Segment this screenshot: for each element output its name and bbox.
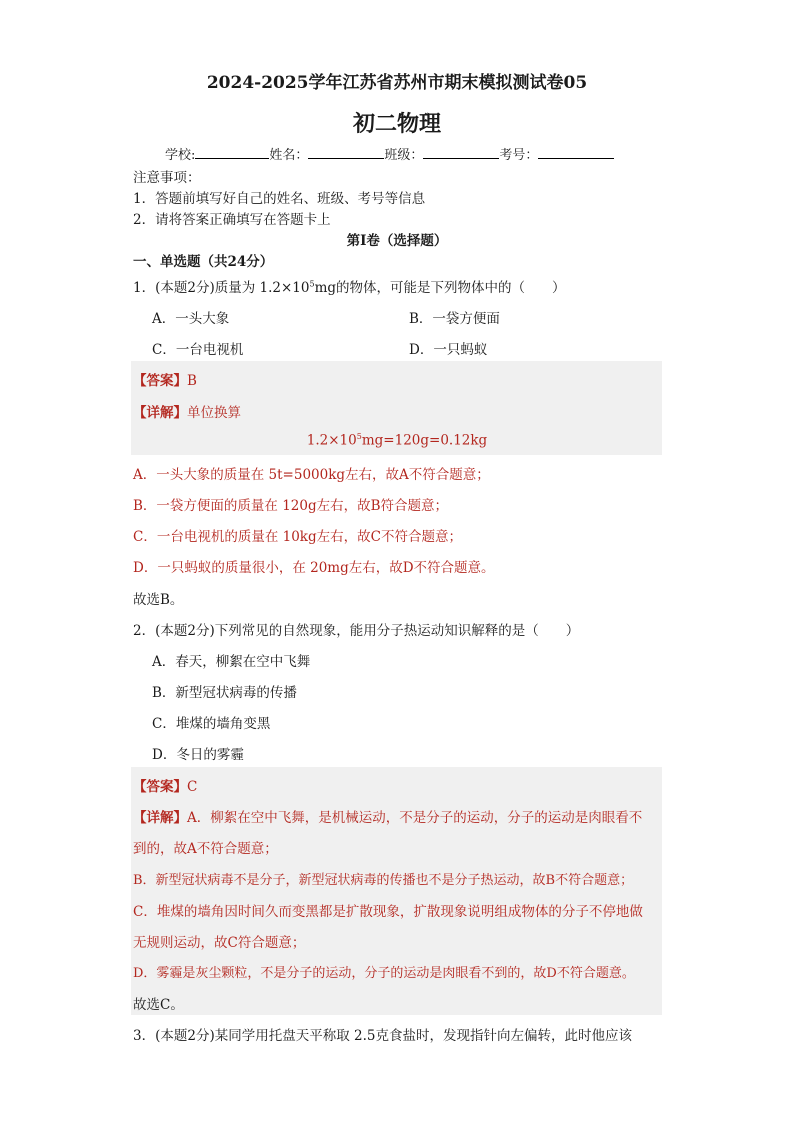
q1-option-c[interactable]: C．一台电视机 xyxy=(152,342,244,358)
note-2: 2．请将答案正确填写在答题卡上 xyxy=(133,212,331,228)
note-1: 1．答题前填写好自己的姓名、班级、考号等信息 xyxy=(133,191,426,207)
q1-formula-a: 1.2×10 xyxy=(306,432,357,449)
q2-explain-b: B．新型冠状病毒不是分子，新型冠状病毒的传播也不是分子热运动，故B不符合题意； xyxy=(133,873,634,888)
class-label: 班级： xyxy=(384,148,424,163)
q1-answer-tag: 【答案】 xyxy=(133,373,187,389)
q2-option-c[interactable]: C．堆煤的墙角变黑 xyxy=(152,716,271,732)
q2-stem: 2．(本题2分)下列常见的自然现象，能用分子热运动知识解释的是（ ） xyxy=(133,623,580,639)
q2-detail-tag: 【详解】 xyxy=(133,810,187,826)
q1-answer xyxy=(133,369,197,389)
school-label: 学校: xyxy=(165,148,196,163)
q1-detail-head: 单位换算 xyxy=(187,405,241,421)
q2-explain-a2: 到的，故A不符合题意； xyxy=(133,841,278,857)
exam-subject: 初二物理 xyxy=(352,111,441,137)
exam-title: 2024-2025学年江苏省苏州市期末模拟测试卷05 xyxy=(206,73,588,93)
q2-explain-c1: C．堆煤的墙角因时间久而变黑都是扩散现象，扩散现象说明组成物体的分子不停地做 xyxy=(133,904,643,920)
q2-option-b[interactable]: B．新型冠状病毒的传播 xyxy=(152,685,297,701)
school-blank[interactable] xyxy=(195,146,269,159)
notes-title: 注意事项： xyxy=(133,170,201,186)
q1-explain-c: C．一台电视机的质量在 10kg左右，故C不符合题意； xyxy=(133,529,462,545)
number-blank[interactable] xyxy=(538,146,614,159)
number-label: 考号： xyxy=(499,148,539,163)
q1-answer-value: B xyxy=(187,373,197,389)
q2-explain-c2: 无规则运动，故C符合题意； xyxy=(133,935,306,951)
q1-explain-a: A．一头大象的质量在 5t=5000kg左右，故A不符合题意； xyxy=(133,467,490,483)
part-heading: 一、单选题（共24分） xyxy=(133,254,274,270)
q1-option-b[interactable]: B．一袋方便面 xyxy=(409,311,500,327)
q1-detail-tag: 【详解】 xyxy=(133,405,187,421)
q2-option-d[interactable]: D．冬日的雾霾 xyxy=(152,747,244,763)
name-blank[interactable] xyxy=(308,146,384,159)
q1-formula xyxy=(0,432,794,449)
q3-stem: 3．(本题2分)某同学用托盘天平称取 2.5克食盐时，发现指针向左偏转，此时他应该 xyxy=(133,1028,632,1044)
q2-answer-value: C xyxy=(187,779,198,795)
section-title: 第I卷（选择题） xyxy=(346,233,448,249)
q1-stem xyxy=(133,276,566,296)
q1-formula-sup: 5 xyxy=(356,432,362,441)
q2-answer xyxy=(133,775,197,795)
q1-option-a[interactable]: A．一头大象 xyxy=(152,311,230,327)
q1-formula-b: mg=120g=0.12kg xyxy=(361,432,488,449)
q1-detail xyxy=(133,401,241,421)
student-info-line xyxy=(165,144,614,163)
q1-conclusion: 故选B。 xyxy=(133,592,184,608)
q1-option-d[interactable]: D．一只蚂蚁 xyxy=(409,342,488,358)
q1-stem-prefix: 1．(本题2分)质量为 1.2×10 xyxy=(133,280,310,296)
q2-explain-a1 xyxy=(133,806,642,826)
q2-option-a[interactable]: A．春天，柳絮在空中飞舞 xyxy=(152,654,311,670)
q1-stem-suffix: mg的物体，可能是下列物体中的（ ） xyxy=(314,280,566,296)
q2-explain-a1-text: A．柳絮在空中飞舞，是机械运动，不是分子的运动，分子的运动是肉眼看不 xyxy=(187,810,643,826)
q1-stem-sup: 5 xyxy=(309,279,315,289)
q2-conclusion: 故选C。 xyxy=(133,997,184,1013)
name-label: 姓名： xyxy=(269,148,309,163)
class-blank[interactable] xyxy=(423,146,499,159)
q2-explain-d: D．雾霾是灰尘颗粒，不是分子的运动，分子的运动是肉眼看不到的，故D不符合题意。 xyxy=(133,966,635,981)
q1-explain-b: B．一袋方便面的质量在 120g左右，故B符合题意； xyxy=(133,498,449,514)
q1-explain-d: D．一只蚂蚁的质量很小，在 20mg左右，故D不符合题意。 xyxy=(133,560,495,576)
q2-answer-tag: 【答案】 xyxy=(133,779,187,795)
